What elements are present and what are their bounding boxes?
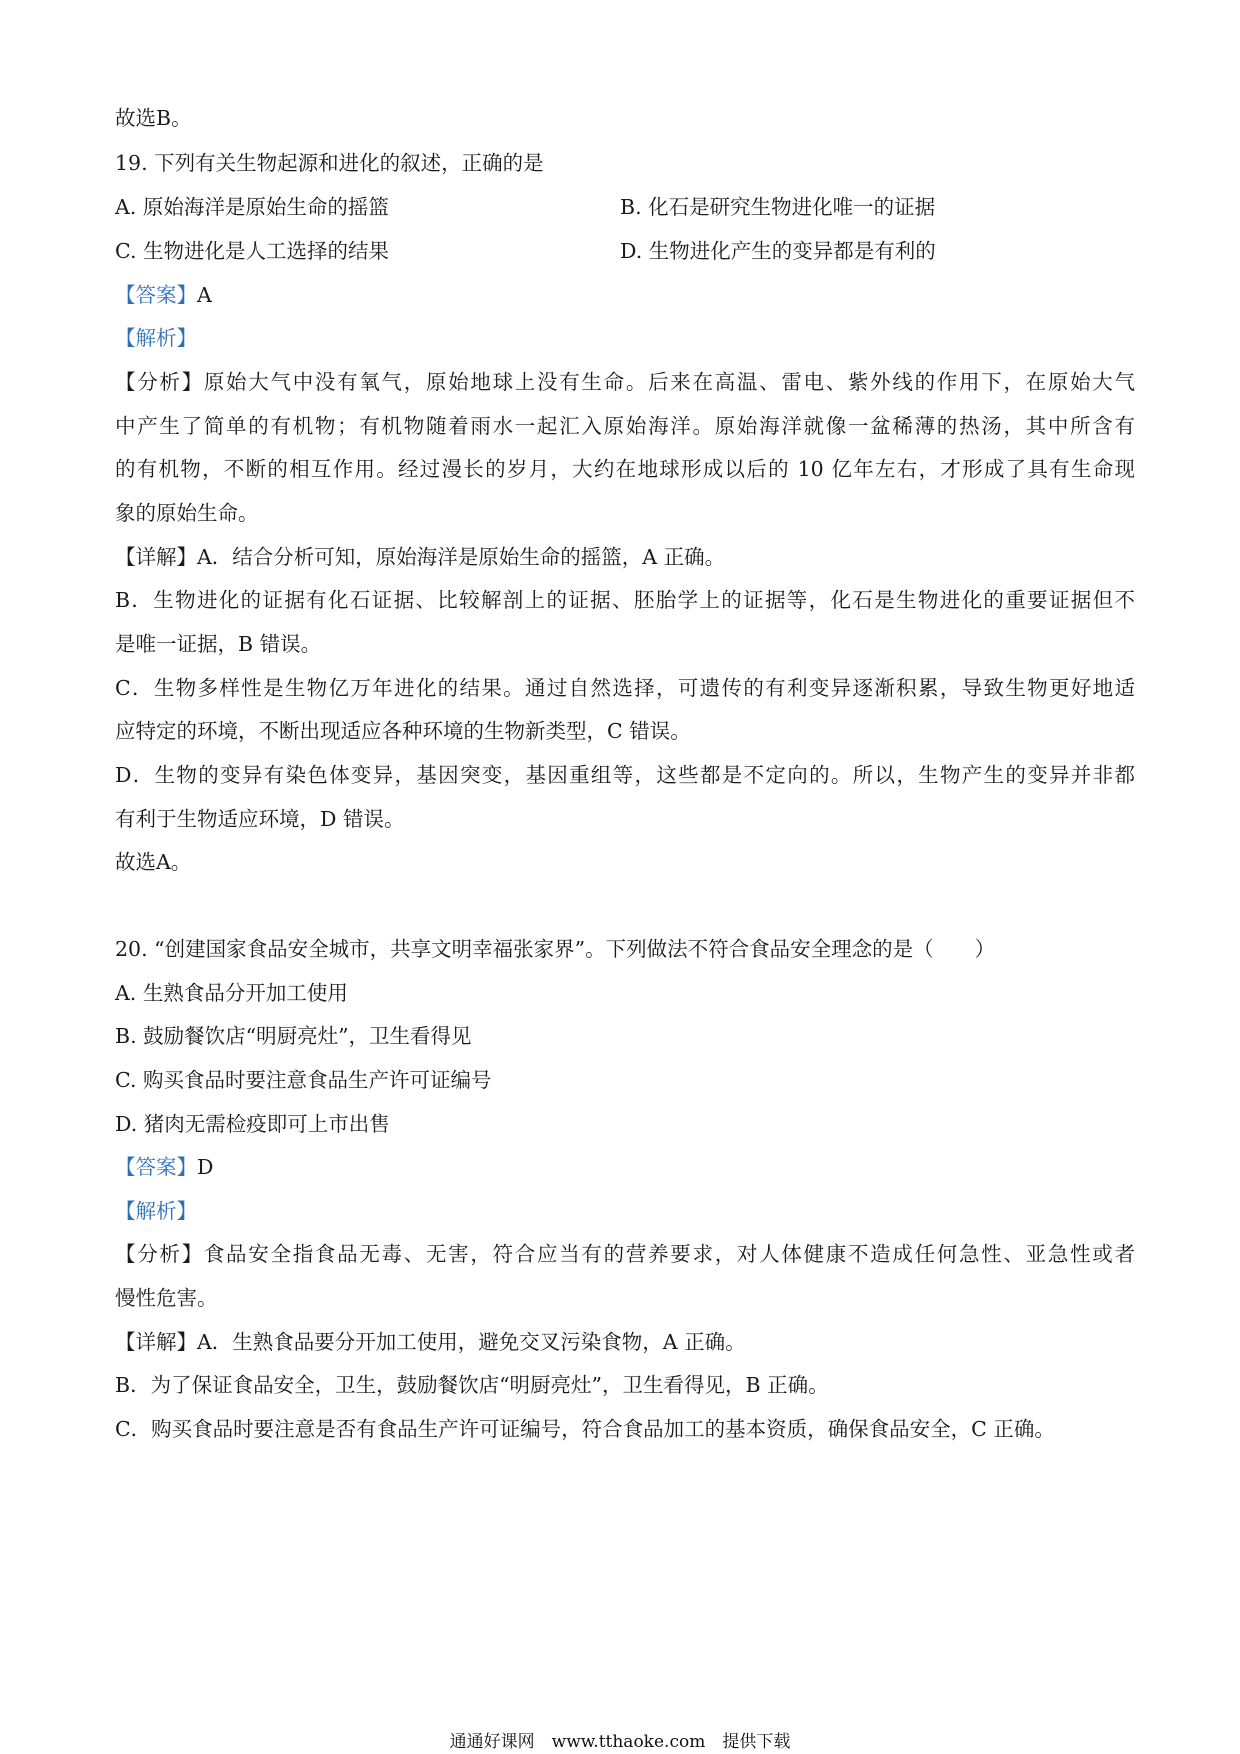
q19-option-d: D. 生物进化产生的变异都是有利的: [620, 239, 936, 263]
q20-detail-line: B．为了保证食品安全，卫生，鼓励餐饮店“明厨亮灶”，卫生看得见，B 正确。: [115, 1373, 829, 1397]
q19-option-a: A. 原始海洋是原始生命的摇篮: [115, 195, 389, 219]
q20-detail-line: C．购买食品时要注意是否有食品生产许可证编号，符合食品加工的基本资质，确保食品安全，C 正确。: [115, 1417, 1055, 1441]
conclusion-previous: 故选B。: [115, 106, 192, 130]
q19-detail-line: B．生物进化的证据有化石证据、比较解剖上的证据、胚胎学上的证据等，化石是生物进化的重要证据但不: [115, 588, 1135, 612]
q19-option-c: C. 生物进化是人工选择的结果: [115, 239, 389, 263]
q20-analysis-line: 慢性危害。: [115, 1286, 218, 1310]
q19-options-row1: [115, 192, 1135, 222]
q20-answer: [115, 1152, 1135, 1182]
page-footer: 通通好课网 www.tthaoke.com 提供下载: [449, 1732, 791, 1752]
q20-option-d: D. 猪肉无需检疫即可上市出售: [115, 1112, 390, 1136]
q19-option-b: B. 化石是研究生物进化唯一的证据: [620, 195, 936, 219]
q19-detail-line: 【详解】A．结合分析可知，原始海洋是原始生命的摇篮，A 正确。: [115, 545, 726, 569]
q19-analysis-tag: 【解析】: [115, 326, 197, 350]
answer-value: A: [197, 283, 212, 307]
q20-stem: 20. “创建国家食品安全城市，共享文明幸福张家界”。下列做法不符合食品安全理念的是（ ）: [115, 937, 996, 961]
q19-analysis-line: 【分析】原始大气中没有氧气，原始地球上没有生命。后来在高温、雷电、紫外线的作用下，在原始大气: [115, 370, 1135, 394]
q19-detail-line: 有利于生物适应环境，D 错误。: [115, 807, 405, 831]
q19-detail-line: C．生物多样性是生物亿万年进化的结果。通过自然选择，可遗传的有利变异逐渐积累，导致生物更好地适: [115, 676, 1135, 700]
q19-detail-line: 应特定的环境，不断出现适应各种环境的生物新类型，C 错误。: [115, 719, 691, 743]
answer-tag: 【答案】: [115, 283, 197, 307]
q20-analysis-line: 【分析】食品安全指食品无毒、无害，符合应当有的营养要求，对人体健康不造成任何急性、亚急性或者: [115, 1242, 1135, 1266]
q20-analysis-tag: 【解析】: [115, 1199, 197, 1223]
q19-detail-line: D．生物的变异有染色体变异，基因突变，基因重组等，这些都是不定向的。所以，生物产生的变异并非都: [115, 763, 1135, 787]
q19-detail-line: 是唯一证据，B 错误。: [115, 632, 322, 656]
q19-analysis-line: 中产生了简单的有机物；有机物随着雨水一起汇入原始海洋。原始海洋就像一盆稀薄的热汤，其中所含有: [115, 414, 1135, 438]
q19-conclusion: 故选A。: [115, 850, 192, 874]
q20-option-b: B. 鼓励餐饮店“明厨亮灶”，卫生看得见: [115, 1024, 472, 1048]
answer-value: D: [197, 1155, 214, 1179]
q20-detail-line: 【详解】A．生熟食品要分开加工使用，避免交叉污染食物，A 正确。: [115, 1330, 746, 1354]
q19-analysis-line: 的有机物，不断的相互作用。经过漫长的岁月，大约在地球形成以后的 10 亿年左右，才形成了具有生命现: [115, 457, 1135, 481]
q20-option-c: C. 购买食品时要注意食品生产许可证编号: [115, 1068, 492, 1092]
q19-analysis-line: 象的原始生命。: [115, 501, 259, 525]
q19-options-row2: [115, 236, 1135, 266]
answer-tag: 【答案】: [115, 1155, 197, 1179]
q19-answer: [115, 280, 1135, 310]
q19-stem: 19. 下列有关生物起源和进化的叙述，正确的是: [115, 151, 544, 175]
q20-option-a: A. 生熟食品分开加工使用: [115, 981, 348, 1005]
